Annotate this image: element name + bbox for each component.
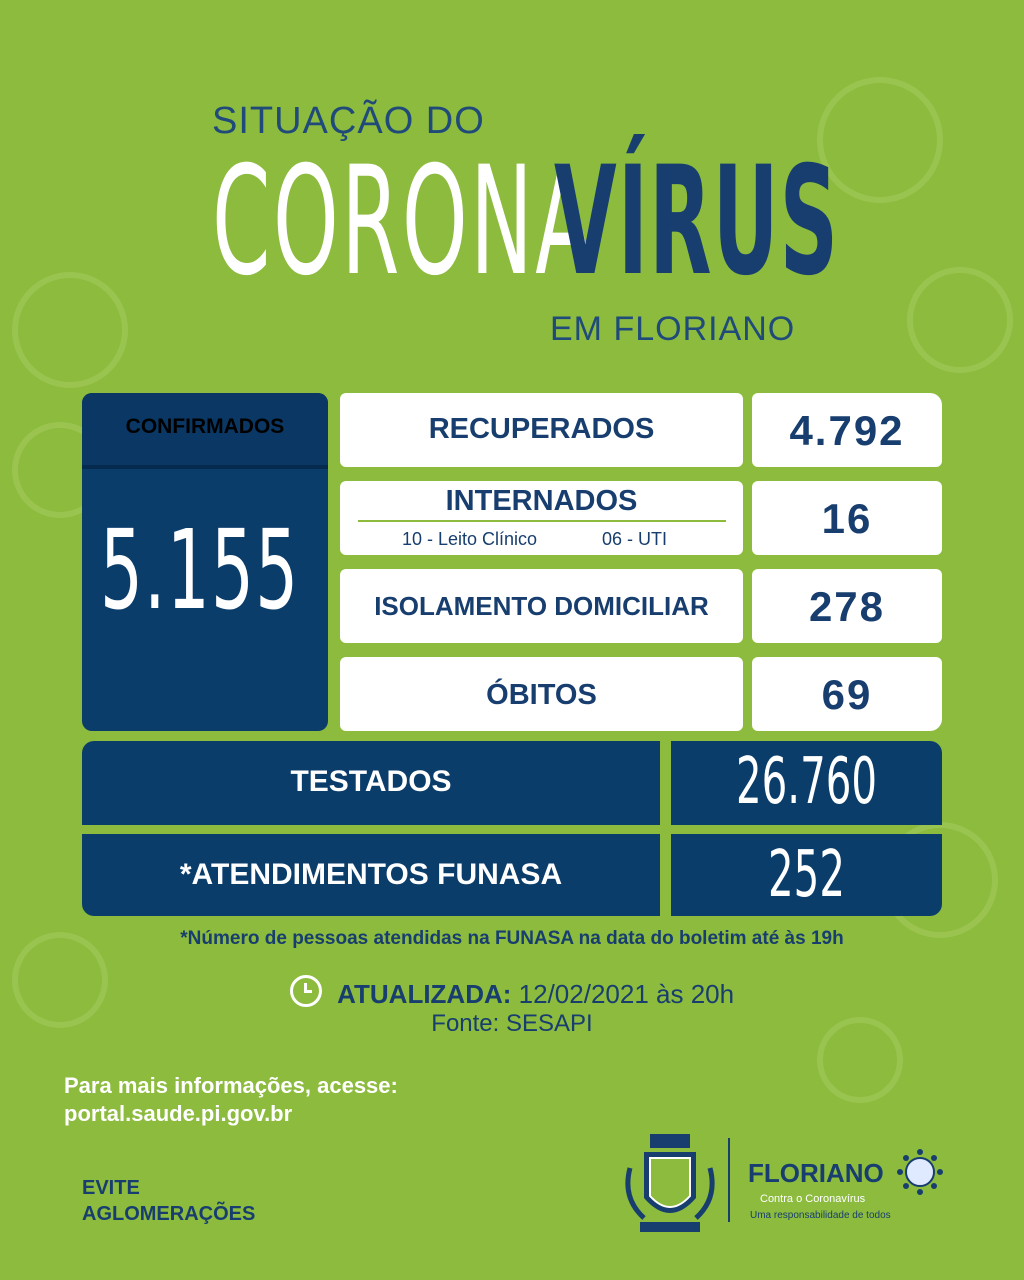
confirmados-label: CONFIRMADOS <box>125 415 285 438</box>
internados-divider <box>358 520 726 522</box>
update-line <box>0 975 1024 1010</box>
update-label: ATUALIZADA: <box>337 979 512 1009</box>
testados-label: TESTADOS <box>290 765 452 798</box>
clock-icon <box>290 975 322 1007</box>
isolamento-label: ISOLAMENTO DOMICILIAR <box>374 591 709 621</box>
obitos-value-cell <box>752 657 942 731</box>
internados-value: 16 <box>821 495 873 542</box>
testados-value-cell <box>671 741 942 825</box>
recuperados-value: 4.792 <box>789 407 905 454</box>
source: Fonte: SESAPI <box>431 1010 593 1037</box>
obitos-value: 69 <box>821 671 873 718</box>
obitos-label-cell <box>340 657 743 731</box>
funasa-label-cell <box>82 834 660 916</box>
info-block <box>64 1072 398 1128</box>
logo-divider <box>728 1138 730 1222</box>
floriano-logo-text: FLORIANO <box>748 1158 884 1188</box>
logo-tagline1: Contra o Coronavírus <box>760 1193 866 1205</box>
funasa-label: *ATENDIMENTOS FUNASA <box>179 858 563 891</box>
confirmados-header <box>82 393 328 469</box>
recuperados-label-cell <box>340 393 743 467</box>
logo-tagline2: Uma responsabilidade de todos <box>750 1210 891 1221</box>
crest-logo <box>620 1128 720 1238</box>
recuperados-value-cell <box>752 393 942 467</box>
funasa-value: 252 <box>768 838 845 912</box>
confirmados-value: 5.155 <box>100 506 300 634</box>
internados-sub-right: 06 - UTI <box>602 529 668 549</box>
info-line1: Para mais informações, acesse: <box>64 1073 398 1098</box>
testados-value: 26.760 <box>736 745 877 819</box>
title-virus: VÍRUS <box>554 135 840 309</box>
isolamento-value-cell <box>752 569 942 643</box>
virus-icon <box>896 1148 944 1196</box>
evite-line1: EVITE <box>82 1177 140 1199</box>
internados-sub-left: 10 - Leito Clínico <box>402 529 538 549</box>
recuperados-label: RECUPERADOS <box>428 413 655 445</box>
title-line1: SITUAÇÃO DO <box>212 100 485 142</box>
footnote: *Número de pessoas atendidas na FUNASA na data do boletim até às 19h <box>180 928 844 949</box>
obitos-label: ÓBITOS <box>486 679 597 711</box>
title-corona: CORONA <box>212 135 595 309</box>
funasa-value-cell <box>671 834 942 916</box>
internados-value-cell <box>752 481 942 555</box>
evite-line2: AGLOMERAÇÕES <box>82 1203 256 1225</box>
evite-block <box>82 1175 255 1227</box>
internados-label: INTERNADOS <box>445 485 638 517</box>
isolamento-value: 278 <box>808 583 886 630</box>
title-line3: EM FLORIANO <box>550 310 796 348</box>
internados-label-cell <box>340 481 743 555</box>
testados-label-cell <box>82 741 660 825</box>
update-value: 12/02/2021 às 20h <box>518 979 735 1009</box>
isolamento-label-cell <box>340 569 743 643</box>
info-link[interactable]: portal.saude.pi.gov.br <box>64 1101 293 1126</box>
